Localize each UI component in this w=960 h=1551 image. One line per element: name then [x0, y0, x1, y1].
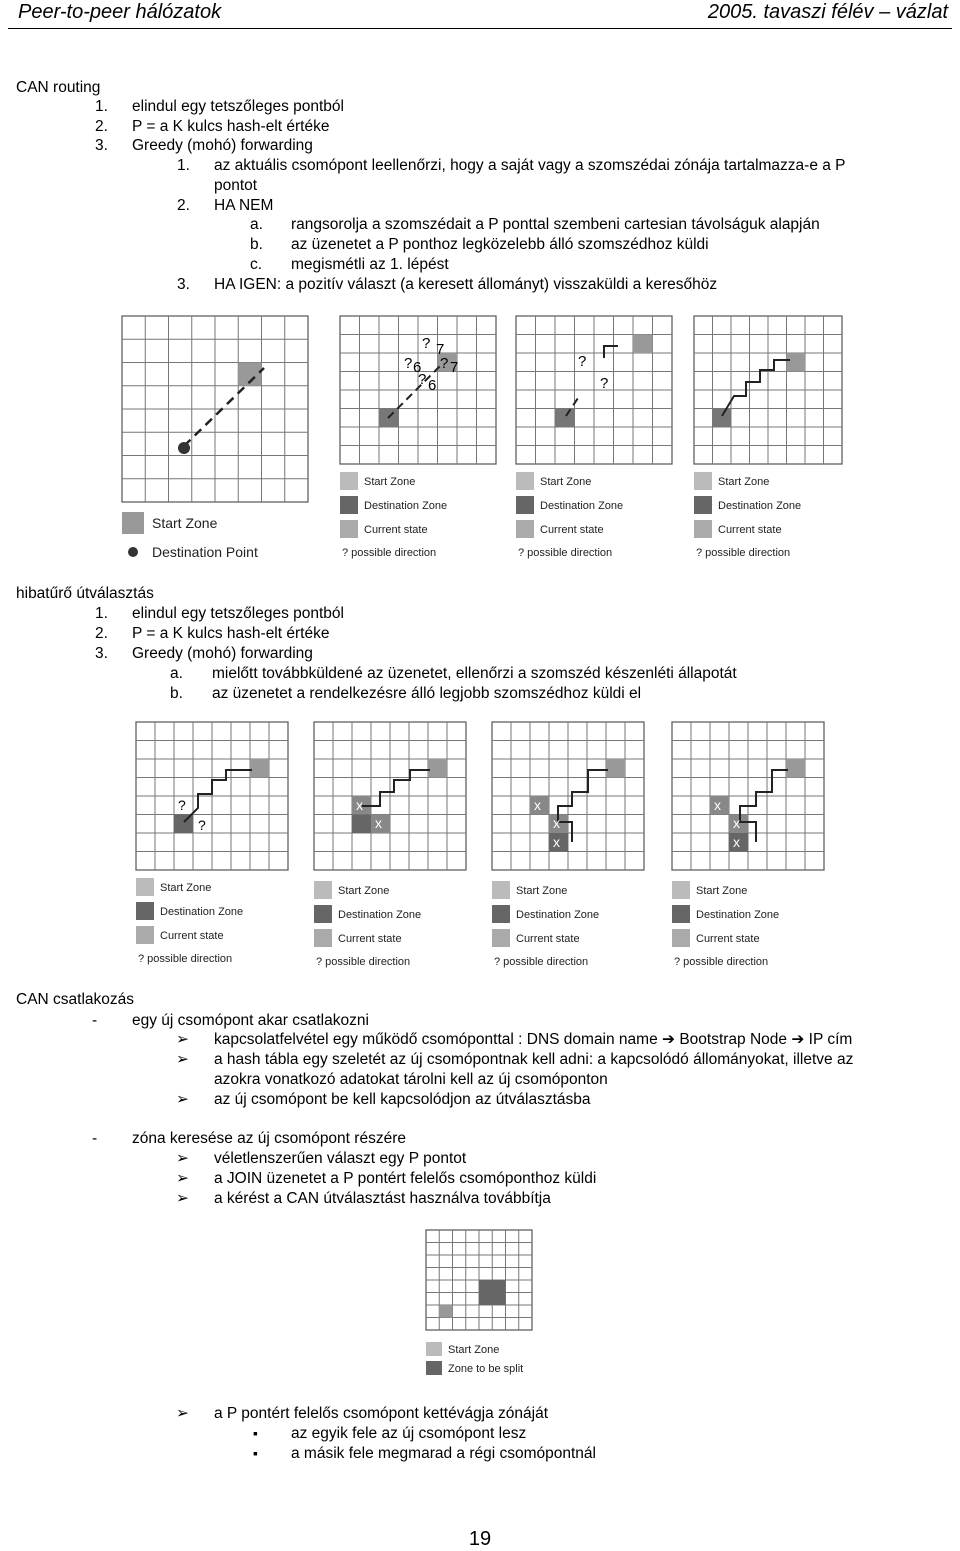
arrow-bullet-icon: ➢ [176, 1051, 189, 1068]
square-bullet-icon: ▪ [253, 1425, 258, 1441]
fault-grid-3 [492, 722, 644, 870]
legend-possible-direction: ? possible direction [494, 956, 589, 968]
legend-current-state: Current state [364, 524, 428, 536]
failed-node-mark: x [375, 815, 382, 831]
fault-legend-4 [672, 881, 779, 968]
legend-destination-zone: Destination Zone [718, 500, 802, 512]
arrow-right-icon: ➔ [791, 1031, 805, 1048]
header-title: Peer-to-peer hálózatok [18, 1, 222, 23]
legend-start-zone: Start Zone [152, 515, 218, 531]
legend-possible-direction: ? possible direction [696, 547, 791, 559]
list-letter: b. [250, 236, 263, 253]
header-term: 2005. tavaszi félév – vázlat [707, 1, 948, 23]
arrow-bullet-icon: ➢ [176, 1150, 189, 1167]
arrow-right-icon: ➔ [662, 1031, 676, 1048]
legend-destination-zone: Destination Zone [516, 909, 600, 921]
page-number: 19 [468, 1528, 492, 1550]
legend-destination-zone: Destination Zone [338, 909, 422, 921]
routing-grid-a [122, 316, 308, 502]
page-header [0, 0, 960, 32]
legend-destination-zone: Destination Zone [696, 909, 780, 921]
failed-node-mark: x [553, 815, 560, 831]
list-item: a JOIN üzenetet a P pontért felelős csomóponthoz küldi [214, 1170, 597, 1187]
fault-grid-2 [314, 722, 466, 870]
failed-node-mark: x [356, 797, 363, 813]
possible-direction-mark: ? [418, 371, 427, 388]
header-rule [8, 28, 952, 29]
routing-figure [118, 312, 848, 562]
list-item: az üzenetet a P ponthoz legközelebb álló szomszédhoz küldi [291, 236, 709, 253]
legend-destination-point: Destination Point [152, 544, 258, 560]
bootstrap-step-text: kapcsolatfelvétel egy működő csomóponttal : DNS domain name [214, 1031, 658, 1048]
legend-possible-direction: ? possible direction [674, 956, 769, 968]
fault-legend-1 [136, 878, 243, 965]
list-item: HA NEM [214, 197, 274, 214]
possible-direction-mark: ? [422, 335, 431, 352]
list-number: 3. [95, 645, 108, 662]
fault-legend-3 [492, 881, 599, 968]
routing-grid-c [516, 316, 672, 464]
list-letter: a. [250, 216, 263, 233]
list-item: megismétli az 1. lépést [291, 256, 449, 273]
distance-label: 6 [413, 359, 422, 376]
list-item [214, 1030, 852, 1049]
list-number: 3. [177, 276, 190, 293]
list-item: P = a K kulcs hash-elt értéke [132, 625, 330, 642]
arrow-bullet-icon: ➢ [176, 1190, 189, 1207]
arrow-bullet-icon: ➢ [176, 1031, 189, 1048]
dash-marker: - [92, 1012, 98, 1029]
list-number: 1. [177, 157, 190, 174]
list-item: véletlenszerűen választ egy P pontot [214, 1150, 467, 1167]
legend-current-state: Current state [540, 524, 604, 536]
distance-label: 7 [450, 359, 459, 376]
section-title: CAN routing [16, 79, 101, 96]
list-number: 2. [95, 625, 108, 642]
failed-node-mark: x [553, 834, 560, 850]
legend-start-zone: Start Zone [160, 882, 212, 894]
list-number: 1. [95, 605, 108, 622]
list-item: az új csomópont be kell kapcsolódjon az útválasztásba [214, 1091, 591, 1108]
list-item: a hash tábla egy szeletét az új csomópontnak kell adni: a kapcsolódó állományokat, illetve az [214, 1051, 854, 1068]
legend-a [122, 512, 258, 560]
arrow-bullet-icon: ➢ [176, 1405, 189, 1422]
list-letter: c. [250, 256, 263, 273]
failed-node-mark: x [714, 797, 721, 813]
legend-start-zone: Start Zone [718, 476, 770, 488]
list-item: zóna keresése az új csomópont részére [132, 1130, 406, 1147]
legend-possible-direction: ? possible direction [342, 547, 437, 559]
legend-current-state: Current state [718, 524, 782, 536]
legend-destination-zone: Destination Zone [540, 500, 624, 512]
section-title: hibatűrő útválasztás [16, 585, 154, 602]
possible-direction-mark: ? [578, 353, 587, 370]
fault-legend-2 [314, 881, 421, 968]
legend-current-state: Current state [338, 933, 402, 945]
list-item: Greedy (mohó) forwarding [132, 137, 313, 154]
list-item: pontot [214, 177, 258, 194]
square-bullet-icon: ▪ [253, 1445, 258, 1461]
dash-marker: - [92, 1130, 98, 1147]
fault-tolerant-figure [132, 720, 832, 972]
legend-start-zone: Start Zone [364, 476, 416, 488]
routing-grid-d [694, 316, 842, 464]
list-number: 1. [95, 98, 108, 115]
legend-current-state: Current state [516, 933, 580, 945]
list-item: HA IGEN: a pozitív választ (a keresett állományt) visszaküldi a keresőhöz [214, 276, 718, 293]
failed-node-mark: x [733, 834, 740, 850]
distance-label: 7 [436, 341, 445, 358]
list-item: a kérést a CAN útválasztást használva továbbítja [214, 1190, 551, 1207]
ip-address-text: IP cím [808, 1031, 853, 1048]
list-item: elindul egy tetszőleges pontból [132, 605, 344, 622]
list-item: rangsorolja a szomszédait a P ponttal szembeni cartesian távolságuk alapján [291, 216, 820, 233]
legend-possible-direction: ? possible direction [316, 956, 411, 968]
list-item: egy új csomópont akar csatlakozni [132, 1012, 369, 1029]
legend-zone-to-split: Zone to be split [448, 1363, 524, 1375]
possible-direction-mark: ? [404, 355, 413, 372]
list-item: mielőtt továbbküldené az üzenetet, ellenőrzi a szomszéd készenléti állapotát [212, 665, 737, 682]
destination-point [178, 442, 190, 454]
list-item: a P pontért felelős csomópont kettévágja zónáját [214, 1405, 549, 1422]
legend-destination-zone: Destination Zone [364, 500, 448, 512]
list-item: P = a K kulcs hash-elt értéke [132, 118, 330, 135]
list-letter: b. [170, 685, 183, 702]
legend-current-state: Current state [160, 930, 224, 942]
legend-current-state: Current state [696, 933, 760, 945]
list-item: az egyik fele az új csomópont lesz [291, 1425, 527, 1442]
join-figure [424, 1228, 536, 1380]
legend-possible-direction: ? possible direction [518, 547, 613, 559]
legend-d [694, 472, 801, 559]
legend-start-zone: Start Zone [338, 885, 390, 897]
bootstrap-node-text: Bootstrap Node [679, 1031, 788, 1048]
legend-destination-zone: Destination Zone [160, 906, 244, 918]
list-item: Greedy (mohó) forwarding [132, 645, 313, 662]
list-item: az aktuális csomópont leellenőrzi, hogy a saját vagy a szomszédai zónája tartalmazza-e a P [214, 157, 846, 174]
list-item: azokra vonatkozó adatokat tárolni kell az új csomóponton [214, 1071, 608, 1088]
possible-direction-mark: ? [600, 375, 609, 392]
distance-label: 6 [428, 377, 437, 394]
list-number: 2. [95, 118, 108, 135]
list-item: az üzenetet a rendelkezésre álló legjobb szomszédhoz küldi el [212, 685, 642, 702]
list-number: 2. [177, 197, 190, 214]
legend-start-zone: Start Zone [540, 476, 592, 488]
possible-direction-mark: ? [440, 355, 449, 372]
legend-start-zone: Start Zone [696, 885, 748, 897]
list-item: a másik fele megmarad a régi csomópontnál [291, 1445, 596, 1462]
failed-node-mark: x [534, 797, 541, 813]
fault-grid-4 [672, 722, 824, 870]
section-title: CAN csatlakozás [16, 991, 135, 1008]
arrow-bullet-icon: ➢ [176, 1170, 189, 1187]
legend-b [340, 472, 447, 559]
list-number: 3. [95, 137, 108, 154]
join-legend [426, 1342, 523, 1375]
routing-grid-b [340, 316, 496, 464]
legend-start-zone: Start Zone [448, 1344, 500, 1356]
legend-c [516, 472, 623, 559]
legend-possible-direction: ? possible direction [138, 953, 233, 965]
list-letter: a. [170, 665, 183, 682]
list-item: elindul egy tetszőleges pontból [132, 98, 344, 115]
possible-direction-mark: ? [198, 817, 206, 833]
fault-grid-1 [136, 722, 288, 870]
possible-direction-mark: ? [178, 797, 186, 813]
arrow-bullet-icon: ➢ [176, 1091, 189, 1108]
failed-node-mark: x [733, 815, 740, 831]
legend-start-zone: Start Zone [516, 885, 568, 897]
